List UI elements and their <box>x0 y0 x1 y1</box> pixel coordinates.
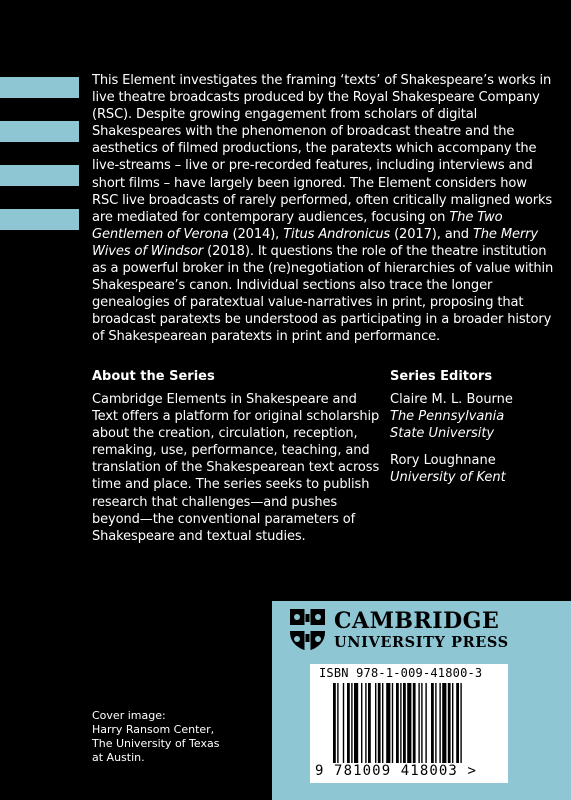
cover-credit-line: Cover image: <box>92 709 166 722</box>
publisher-name <box>334 608 509 652</box>
publisher-name-line1: CAMBRIDGE <box>334 608 500 634</box>
editor-affiliation: State University <box>390 426 495 442</box>
barcode-digits: 9 781009 418003 > <box>315 763 477 779</box>
editor-affiliation: University of Kent <box>390 470 506 486</box>
editor-name: Claire M. L. Bourne <box>390 392 513 407</box>
accent-bar-3 <box>0 165 79 186</box>
isbn-label: ISBN 978-1-009-41800-3 <box>319 666 483 680</box>
about-series-heading: About the Series <box>92 369 215 384</box>
cambridge-shield-logo <box>289 608 326 652</box>
cover-credit <box>92 709 219 765</box>
cover-credit-line: The University of Texas <box>92 737 220 750</box>
editor-name: Rory Loughnane <box>390 453 496 469</box>
editor-affiliation: The Pennsylvania <box>390 409 505 425</box>
series-editors-list <box>390 391 513 486</box>
series-editors-heading: Series Editors <box>390 369 493 384</box>
barcode-bars <box>333 683 499 763</box>
accent-bar-4 <box>0 209 79 230</box>
publisher-name-line2: UNIVERSITY PRESS <box>334 634 509 651</box>
about-series-text: Cambridge Elements in Shakespeare and Text offers a platform for original scholarship about the creation, circulation, reception, remaking, use, performance, teaching, and translation of the Shakespearean text across time and place. The series seeks to publish research that challenges—and pushes beyond—the conventional parameters of Shakespeare and textual studies. <box>92 392 380 544</box>
book-description: This Element investigates the framing ‘texts’ of Shakespeare’s works in live theatre broadcasts produced by the Royal Shakespeare Company (RSC). Despite growing engagement from scholars of digital Shakespeares with the phenomenon of broadcast theatre and the aesthetics of filmed productions, the paratexts which accompany the live-streams – live or pre-recorded features, including interviews and short films – have largely been ignored. The Element considers how RSC live broadcasts of rarely performed, often critically maligned works are mediated for contemporary audiences, focusing on The Two Gentlemen of Verona (2014), Titus Andronicus (2017), and The Merry Wives of Windsor (2018). It questions the role of the theatre institution as a powerful broker in the (re)negotiation of hierarchies of value within Shakespeare’s canon. Individual sections also trace the longer genealogies of paratextual value-narratives in print, proposing that broadcast paratexts be understood as participating in a broader history of Shakespearean paratexts in print and performance. <box>92 73 554 345</box>
cover-credit-line: Harry Ransom Center, <box>92 723 215 736</box>
accent-bar-2 <box>0 121 79 142</box>
accent-bar-1 <box>0 77 79 98</box>
cover-credit-line: at Austin. <box>92 751 145 764</box>
